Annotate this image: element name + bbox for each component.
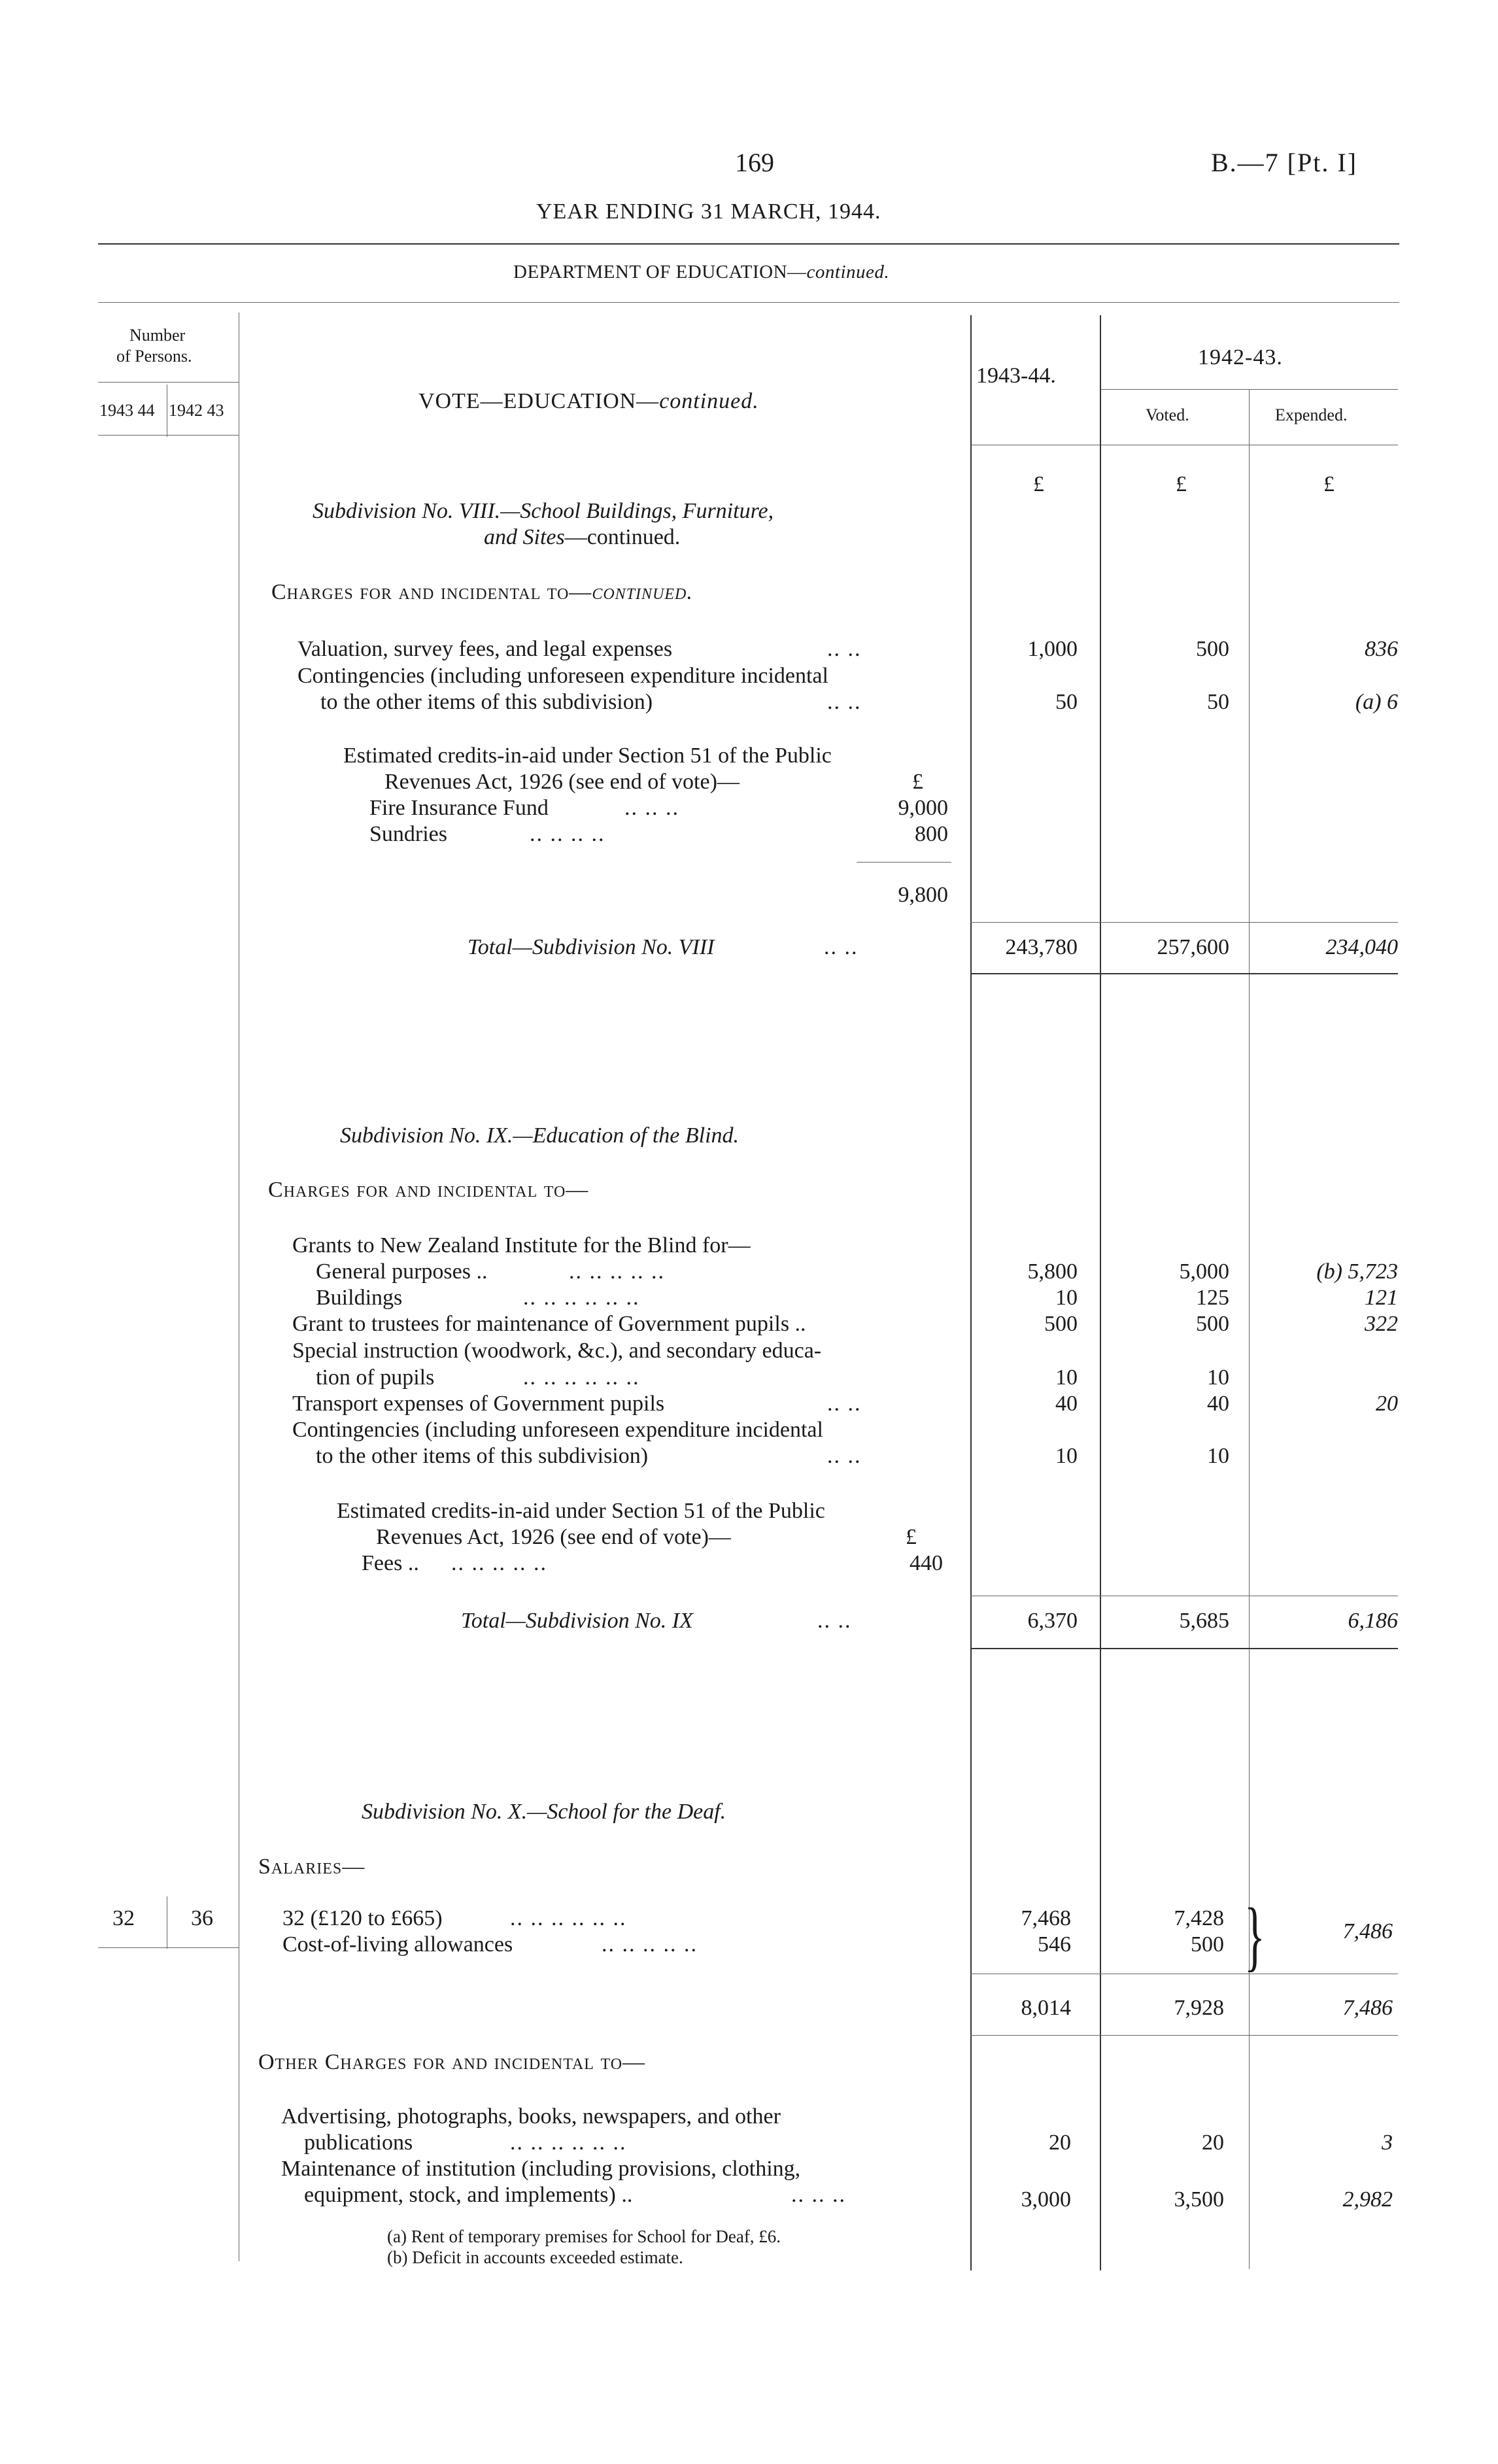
sub9-fees-dots: .. .. .. .. ..	[451, 1551, 547, 1575]
sub10-persons-rule	[98, 1947, 239, 1948]
sub10-col-1943: 546	[1038, 1932, 1071, 1957]
sub9-fees-label: Fees ..	[362, 1551, 419, 1575]
sub9-row-contingencies-voted: 10	[1207, 1444, 1229, 1468]
sub9-grants-heading: Grants to New Zealand Institute for the Blind for—	[292, 1233, 751, 1258]
sub10-col-label: Cost-of-living allowances	[282, 1932, 513, 1957]
sub8-credit-sundries-value: 800	[915, 822, 948, 846]
sub8-row-contingencies-voted: 50	[1207, 690, 1229, 714]
sub9-row-buildings-voted: 125	[1196, 1286, 1229, 1310]
sub8-total-label: Total—Subdivision No. VIII	[468, 935, 715, 959]
sub8-row-contingencies-1943: 50	[1055, 690, 1078, 714]
sub9-row-trustees-expended: 322	[1365, 1312, 1398, 1336]
persons-1943-header: 1943 44	[99, 401, 155, 420]
year-heading: YEAR ENDING 31 MARCH, 1944.	[536, 199, 881, 224]
sub8-row-contingencies-dots: .. ..	[827, 690, 862, 714]
sub10-salary-1943: 7,468	[1021, 1906, 1071, 1930]
sub9-total-expended: 6,186	[1348, 1609, 1398, 1633]
sub10-subtotal-expended: 7,486	[1342, 1996, 1393, 2020]
sub10-subtotal-1943: 8,014	[1021, 1996, 1071, 2020]
sub8-row-contingencies-label2: to the other items of this subdivision)	[320, 690, 653, 714]
sub9-row-general-expended: (b) 5,723	[1316, 1259, 1398, 1284]
sub10-row-maintenance-voted: 3,500	[1174, 2187, 1224, 2212]
department-heading: DEPARTMENT OF EDUCATION—continued.	[513, 262, 890, 282]
sub8-credit-sundries-label: Sundries	[369, 822, 447, 846]
sub10-salaries-brace: }	[1244, 1892, 1265, 1979]
sub9-row-contingencies-dots: .. ..	[827, 1444, 862, 1468]
sub10-row-advertising-voted: 20	[1202, 2130, 1224, 2155]
currency-expended: £	[1323, 472, 1335, 496]
persons-1942-header: 1942 43	[169, 401, 224, 420]
sub10-persons-1942: 36	[191, 1906, 213, 1930]
sub8-total-1943: 243,780	[1005, 935, 1078, 959]
footnote-b: (b) Deficit in accounts exceeded estimate.	[387, 2248, 683, 2267]
sub9-credits-currency: £	[906, 1525, 917, 1549]
sub9-row-general-dots: .. .. .. .. ..	[569, 1259, 665, 1284]
sub9-credits-line2: Revenues Act, 1926 (see end of vote)—	[376, 1525, 731, 1549]
sub9-row-general-voted: 5,000	[1179, 1259, 1229, 1284]
footnote-a: (a) Rent of temporary premises for School for Deaf, £6.	[387, 2227, 781, 2246]
col-1942-header: 1942-43.	[1198, 345, 1283, 369]
sub10-col-voted: 500	[1191, 1932, 1224, 1957]
sub9-row-general-label: General purposes ..	[316, 1259, 488, 1284]
persons-header-1: Number	[129, 326, 186, 345]
persons-header-bottom	[98, 435, 239, 436]
sub9-row-contingencies-label1: Contingencies (including unforeseen expenditure incidental	[292, 1418, 823, 1442]
sub10-row-advertising-dots: .. .. .. .. .. ..	[510, 2130, 627, 2155]
sub10-salaries-expended: 7,486	[1342, 1919, 1393, 1943]
vote-title: VOTE—EDUCATION—continued.	[418, 389, 759, 413]
sub9-row-special-voted: 10	[1207, 1365, 1229, 1390]
sub9-row-transport-1943: 40	[1055, 1392, 1078, 1416]
sub9-row-transport-voted: 40	[1207, 1392, 1229, 1416]
sub9-row-trustees-label: Grant to trustees for maintenance of Government pupils ..	[292, 1312, 806, 1336]
sub8-total-voted: 257,600	[1157, 935, 1229, 959]
sub10-subtotal-voted: 7,928	[1174, 1996, 1224, 2020]
sub10-title: Subdivision No. X.—School for the Deaf.	[362, 1800, 726, 1824]
sub9-credits-line1: Estimated credits-in-aid under Section 51 of the Public	[337, 1499, 825, 1523]
sub9-charges-heading: Charges for and incidental to—	[268, 1178, 589, 1202]
col-voted-right-rule	[1249, 389, 1250, 2269]
sub10-row-advertising-label1: Advertising, photographs, books, newspapers, and other	[281, 2104, 781, 2129]
sub10-row-maintenance-expended: 2,982	[1342, 2187, 1393, 2212]
sub9-total-voted: 5,685	[1179, 1609, 1229, 1633]
col-expended-header: Expended.	[1275, 405, 1348, 424]
sub9-row-transport-dots: .. ..	[827, 1392, 862, 1416]
page-number: 169	[735, 148, 774, 177]
sub10-row-advertising-expended: 3	[1382, 2130, 1393, 2155]
sub9-total-1943: 6,370	[1027, 1609, 1078, 1633]
sub8-row-contingencies-expended: (a) 6	[1355, 690, 1398, 714]
currency-1943: £	[1033, 472, 1044, 496]
sub9-row-transport-expended: 20	[1376, 1392, 1398, 1416]
sub9-row-buildings-label: Buildings	[316, 1286, 403, 1310]
header-rule	[98, 243, 1399, 245]
sub8-credits-line2: Revenues Act, 1926 (see end of vote)—	[384, 770, 740, 794]
sub8-title-line2: and Sites—continued.	[484, 525, 681, 549]
sub9-row-special-label2: tion of pupils	[316, 1365, 435, 1390]
sub8-title-line1: Subdivision No. VIII.—School Buildings, Furniture,	[313, 499, 774, 523]
sub9-total-dots: .. ..	[817, 1609, 852, 1633]
sub8-credits-currency: £	[912, 770, 923, 794]
sub9-row-trustees-voted: 500	[1196, 1312, 1229, 1336]
sub8-total-rule-bottom	[970, 973, 1398, 974]
sub10-persons-1943: 32	[112, 1906, 135, 1930]
sub8-row-valuation-voted: 500	[1196, 637, 1229, 661]
sub8-credits-total: 9,800	[898, 883, 948, 907]
sub9-row-buildings-dots: .. .. .. .. .. ..	[523, 1286, 640, 1310]
col-1943-right-rule	[1100, 315, 1101, 2270]
persons-header-rule	[98, 382, 239, 383]
sub9-title: Subdivision No. IX.—Education of the Blind.	[340, 1123, 740, 1148]
page-reference: B.—7 [Pt. I]	[1211, 148, 1357, 177]
sub8-row-contingencies-label1: Contingencies (including unforeseen expenditure incidental	[298, 664, 828, 688]
sub9-fees-value: 440	[910, 1551, 943, 1575]
sub8-credits-rule	[857, 862, 951, 863]
sub10-row-advertising-label2: publications	[304, 2130, 413, 2155]
sub10-row-maintenance-label2: equipment, stock, and implements) ..	[304, 2183, 633, 2207]
sub9-row-transport-label: Transport expenses of Government pupils	[292, 1392, 665, 1416]
sub9-total-rule-bottom	[970, 1648, 1398, 1649]
col-1943-left-rule	[970, 315, 972, 2270]
col-voted-header: Voted.	[1146, 405, 1189, 424]
col-1943-header: 1943-44.	[976, 364, 1056, 388]
sub8-credit-fire-dots: .. .. ..	[624, 796, 679, 820]
sub8-total-rule-top	[970, 922, 1398, 923]
sub8-credit-fire-value: 9,000	[898, 796, 948, 820]
sub8-charges-heading: Charges for and incidental to—continued.	[271, 580, 693, 604]
sub10-salary-voted: 7,428	[1174, 1906, 1224, 1930]
sub9-row-special-label1: Special instruction (woodwork, &c.), and secondary educa-	[292, 1339, 822, 1363]
sub8-row-valuation-expended: 836	[1365, 637, 1398, 661]
sub8-total-expended: 234,040	[1325, 935, 1398, 959]
sub10-other-charges-heading: Other Charges for and incidental to—	[258, 2050, 646, 2074]
sub10-salaries-heading: Salaries—	[258, 1855, 366, 1879]
sub10-subtotal-rule-bottom	[970, 2035, 1398, 2036]
sub10-row-maintenance-label1: Maintenance of institution (including provisions, clothing,	[281, 2157, 801, 2181]
sub9-row-special-1943: 10	[1055, 1365, 1078, 1390]
sub9-row-trustees-1943: 500	[1044, 1312, 1078, 1336]
sub9-row-special-dots: .. .. .. .. .. ..	[523, 1365, 640, 1390]
currency-voted: £	[1176, 472, 1187, 496]
sub10-row-maintenance-1943: 3,000	[1021, 2187, 1071, 2212]
persons-header-2: of Persons.	[116, 347, 192, 366]
sub8-row-valuation-1943: 1,000	[1027, 637, 1078, 661]
sub8-credits-line1: Estimated credits-in-aid under Section 51 of the Public	[343, 744, 832, 768]
sub8-row-valuation-dots: .. ..	[827, 637, 862, 661]
sub8-row-valuation-label: Valuation, survey fees, and legal expenses	[298, 637, 673, 661]
sub10-salary-dots: .. .. .. .. .. ..	[510, 1906, 627, 1930]
sub9-row-contingencies-1943: 10	[1055, 1444, 1078, 1468]
sub8-total-dots: .. ..	[824, 935, 859, 959]
sub10-salary-label: 32 (£120 to £665)	[282, 1906, 443, 1930]
sub10-row-maintenance-dots: .. .. ..	[791, 2183, 846, 2207]
sub9-row-buildings-1943: 10	[1055, 1286, 1078, 1310]
sub8-credit-sundries-dots: .. .. .. ..	[530, 822, 605, 846]
sub10-row-advertising-1943: 20	[1049, 2130, 1071, 2155]
sub9-row-general-1943: 5,800	[1027, 1259, 1078, 1284]
sub8-credit-fire-label: Fire Insurance Fund	[369, 796, 549, 820]
sub9-row-contingencies-label2: to the other items of this subdivision)	[316, 1444, 649, 1468]
sub9-row-buildings-expended: 121	[1365, 1286, 1398, 1310]
department-rule	[98, 302, 1399, 303]
sub9-total-label: Total—Subdivision No. IX	[461, 1609, 693, 1633]
sub10-col-dots: .. .. .. .. ..	[602, 1932, 698, 1957]
